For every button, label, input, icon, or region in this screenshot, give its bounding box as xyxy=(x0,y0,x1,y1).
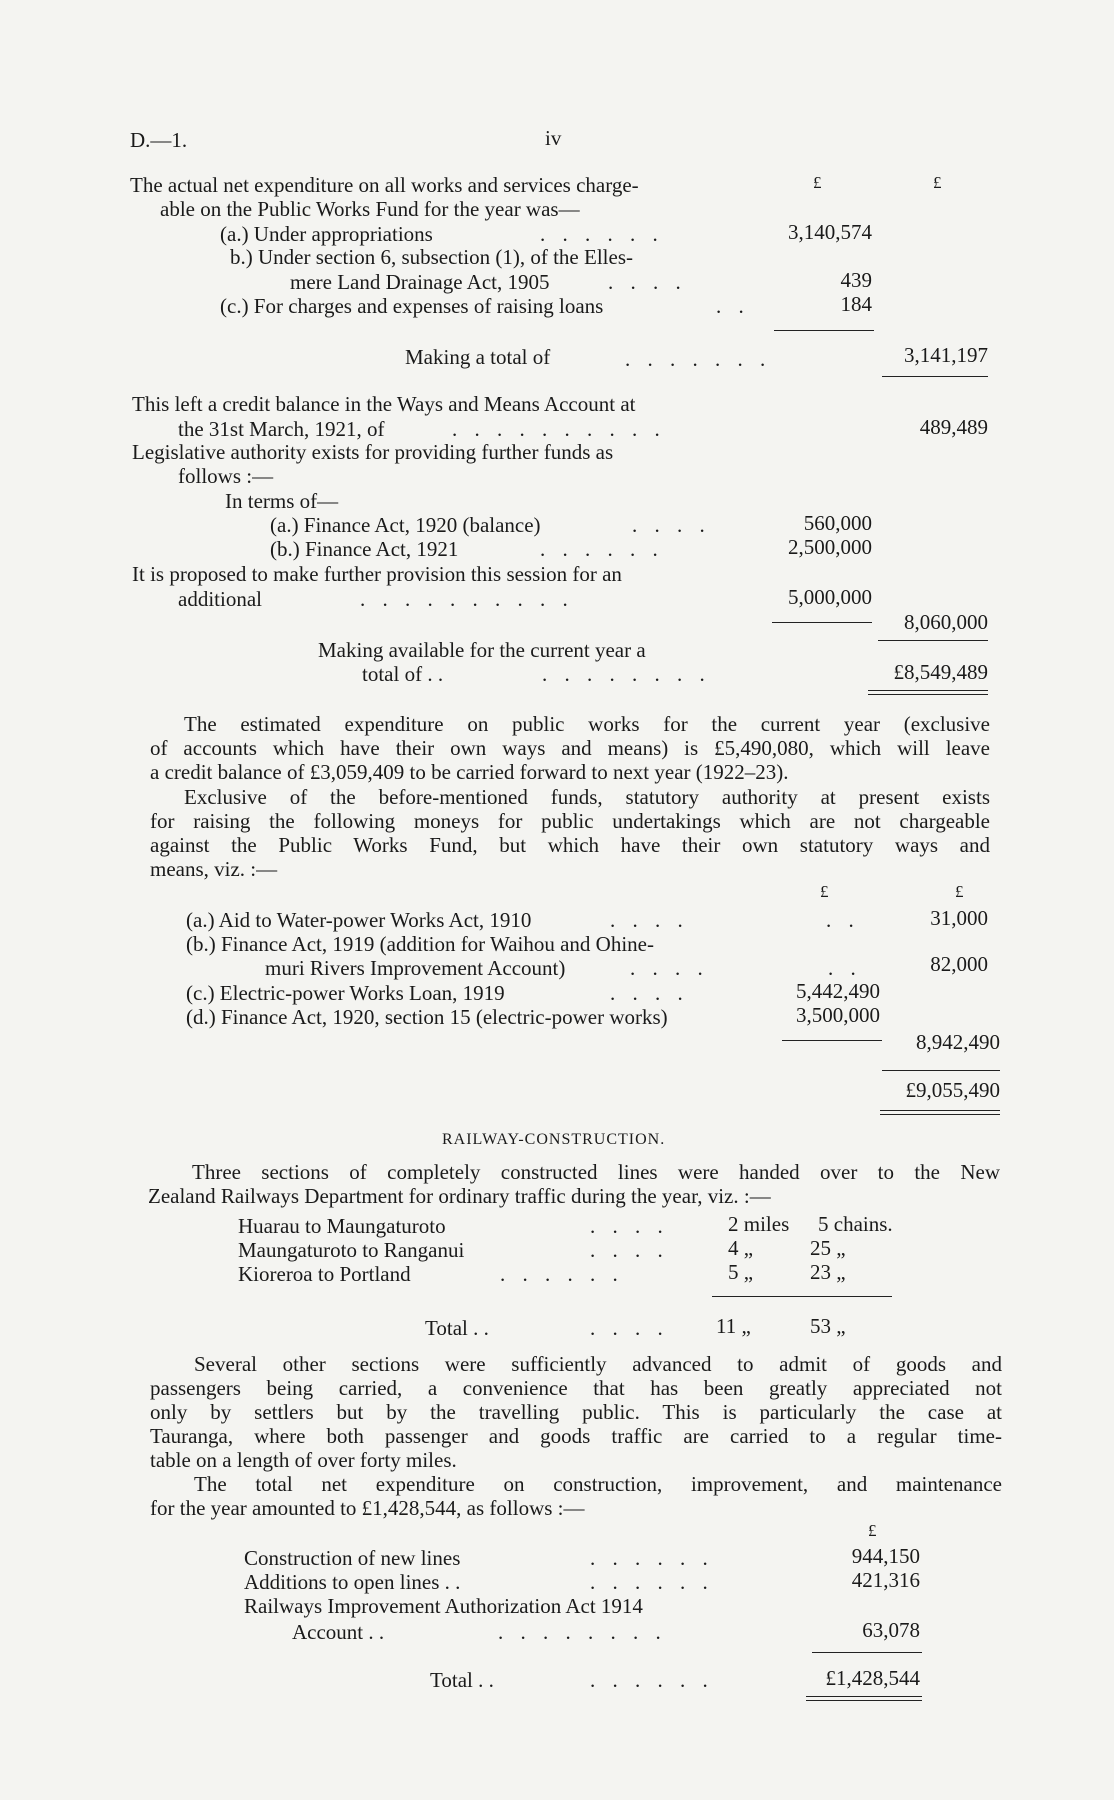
fund-total: £9,055,490 xyxy=(905,1078,1000,1102)
expense-item-label: Railways Improvement Authorization Act 1914 xyxy=(244,1594,643,1618)
expenditure-total-value: 3,141,197 xyxy=(904,343,988,367)
fund-item-label: (d.) Finance Act, 1920, section 15 (electric-power works) xyxy=(186,1005,668,1029)
expenditure-item-label: mere Land Drainage Act, 1905 xyxy=(290,270,550,294)
currency-header-col2: £ xyxy=(933,173,942,192)
proposed-provision-line2: additional xyxy=(178,587,262,611)
leader-dots: . . . . . . . . xyxy=(498,1620,667,1644)
leader-dots: . . . . . . xyxy=(590,1570,714,1594)
proposed-provision-value: 5,000,000 xyxy=(788,585,872,609)
expenditure-item-label: (a.) Under appropriations xyxy=(220,222,433,246)
paragraph-line: Tauranga, where both passenger and goods traffic are carried to a regular time- xyxy=(150,1424,1002,1448)
expense-item-value: 421,316 xyxy=(851,1568,920,1592)
currency-header: £ xyxy=(868,1521,877,1540)
sections-total-chains: 53 „ xyxy=(810,1314,846,1338)
leader-dots: . . . . xyxy=(610,908,689,932)
leader-dots: . . . . . . xyxy=(540,537,664,561)
line-section-miles: 2 miles xyxy=(728,1212,790,1236)
legislative-authority-line1: Legislative authority exists for providing further funds as xyxy=(132,440,614,464)
currency-header-col2: £ xyxy=(955,882,964,901)
fund-item-label: muri Rivers Improvement Account) xyxy=(265,956,566,980)
paragraph-line: passengers being carried, a convenience that has been greatly appreciated not xyxy=(150,1376,1002,1400)
act-item-value: 560,000 xyxy=(803,511,872,535)
expenditure-item-label: (c.) For charges and expenses of raising loans xyxy=(220,294,604,318)
total-rule xyxy=(882,376,988,377)
paragraph-line: Three sections of completely constructed lines were handed over to the New xyxy=(192,1160,1000,1184)
ways-means-subtotal: 8,060,000 xyxy=(904,610,988,634)
fund-item-value2: 31,000 xyxy=(930,906,988,930)
document-reference: D.—1. xyxy=(130,128,188,152)
leader-dots: . . . . . . xyxy=(590,1546,714,1570)
paragraph-line: only by settlers but by the travelling public. This is particularly the case at xyxy=(150,1400,1002,1424)
expenditure-total-label: Making a total of xyxy=(405,345,551,369)
leader-dots: . . . . . . xyxy=(540,222,664,246)
grand-total-value: £1,428,544 xyxy=(825,1666,920,1690)
line-section-chains: 23 „ xyxy=(810,1260,846,1284)
legislative-authority-line2: follows :— xyxy=(178,464,274,488)
subtotal-rule xyxy=(812,1652,922,1653)
line-section-miles: 5 „ xyxy=(728,1260,754,1284)
expense-item-label: Additions to open lines . . xyxy=(244,1570,461,1594)
leader-dots: . . . . xyxy=(610,981,689,1005)
line-section-name: Kioreroa to Portland xyxy=(238,1262,411,1286)
sections-total-miles: 11 „ xyxy=(716,1314,751,1338)
fund-item-value2: 82,000 xyxy=(930,952,988,976)
paragraph-line: of accounts which have their own ways and means) is £5,490,080, which will leave xyxy=(150,736,990,760)
in-terms-of: In terms of— xyxy=(225,489,339,513)
paragraph-line: for the year amounted to £1,428,544, as follows :— xyxy=(150,1496,585,1520)
sections-total-label: Total . . xyxy=(425,1316,489,1340)
leader-dots: . . . . xyxy=(608,270,687,294)
page-number: iv xyxy=(545,126,562,150)
fund-item-value1: . . xyxy=(826,908,860,932)
expense-item-value: 944,150 xyxy=(851,1544,920,1568)
leader-dots: . . . . . . . . xyxy=(542,662,711,686)
subtotal-rule xyxy=(774,330,874,331)
available-line2: total of . . xyxy=(362,662,444,686)
expense-item-value: 63,078 xyxy=(862,1618,920,1642)
currency-header-col1: £ xyxy=(813,173,822,192)
paragraph-line: The estimated expenditure on public works for the current year (exclusive xyxy=(184,712,990,736)
subtotal-rule xyxy=(772,622,872,623)
line-section-miles: 4 „ xyxy=(728,1236,754,1260)
expenditure-item-value: 184 xyxy=(840,292,872,316)
fund-item-label: (b.) Finance Act, 1919 (addition for Waihou and Ohine- xyxy=(186,932,654,956)
expenditure-intro-line1: The actual net expenditure on all works and services charge- xyxy=(130,173,639,197)
credit-balance-line2: the 31st March, 1921, of xyxy=(178,417,385,441)
leader-dots: . . . . . . . xyxy=(625,347,772,371)
leader-dots: . . . . xyxy=(590,1316,669,1340)
section-heading: RAILWAY-CONSTRUCTION. xyxy=(442,1131,666,1148)
line-section-chains: 5 chains. xyxy=(818,1212,893,1236)
expense-item-label: Construction of new lines xyxy=(244,1546,461,1570)
fund-item-label: (c.) Electric-power Works Loan, 1919 xyxy=(186,981,505,1005)
paragraph-line: The total net expenditure on construction, improvement, and maintenance xyxy=(194,1472,1002,1496)
leader-dots: . . . . . . . . . . xyxy=(452,417,666,441)
total-double-rule xyxy=(806,1696,922,1701)
paragraph-line: for raising the following moneys for public undertakings which are not chargeable xyxy=(150,809,990,833)
fund-subtotal: 8,942,490 xyxy=(916,1030,1000,1054)
fund-item-value1: 3,500,000 xyxy=(796,1003,880,1027)
total-double-rule xyxy=(868,690,988,695)
paragraph-line: Several other sections were sufficiently advanced to admit of goods and xyxy=(194,1352,1002,1376)
paragraph-line: table on a length of over forty miles. xyxy=(150,1448,457,1472)
leader-dots: . . . . . . . . . . xyxy=(360,587,574,611)
line-section-name: Maungaturoto to Ranganui xyxy=(238,1238,465,1262)
paragraph-line: against the Public Works Fund, but which have their own statutory ways and xyxy=(150,833,990,857)
leader-dots: . . . . . . xyxy=(500,1262,624,1286)
expenditure-item-value: 439 xyxy=(840,268,872,292)
paragraph-line: Zealand Railways Department for ordinary traffic during the year, viz. :— xyxy=(148,1184,771,1208)
act-item-value: 2,500,000 xyxy=(788,535,872,559)
expenditure-item-value: 3,140,574 xyxy=(788,220,872,244)
expense-item-label: Account . . xyxy=(292,1620,385,1644)
fund-item-label: (a.) Aid to Water-power Works Act, 1910 xyxy=(186,908,532,932)
leader-dots: . . . . xyxy=(590,1214,669,1238)
paragraph-line: means, viz. :— xyxy=(150,857,278,881)
line-section-chains: 25 „ xyxy=(810,1236,846,1260)
leader-dots: . . . . xyxy=(590,1238,669,1262)
leader-dots: . . xyxy=(716,294,750,318)
expenditure-intro-line2: able on the Public Works Fund for the year was— xyxy=(160,197,580,221)
available-line1: Making available for the current year a xyxy=(318,638,646,662)
available-total-value: £8,549,489 xyxy=(893,660,988,684)
currency-header-col1: £ xyxy=(820,882,829,901)
total-double-rule xyxy=(880,1110,1000,1115)
grand-total-label: Total . . xyxy=(430,1668,494,1692)
line-section-name: Huarau to Maungaturoto xyxy=(238,1214,446,1238)
proposed-provision-line1: It is proposed to make further provision this session for an xyxy=(132,562,622,586)
expenditure-item-label: b.) Under section 6, subsection (1), of the Elles- xyxy=(230,245,633,269)
act-item-label: (b.) Finance Act, 1921 xyxy=(270,537,459,561)
fund-item-value1: 5,442,490 xyxy=(796,979,880,1003)
leader-dots: . . . . . . xyxy=(590,1668,714,1692)
subtotal-rule xyxy=(882,1070,1000,1071)
paragraph-line: Exclusive of the before-mentioned funds, statutory authority at present exists xyxy=(184,785,990,809)
leader-dots: . . . . xyxy=(630,956,709,980)
credit-balance-line1: This left a credit balance in the Ways and Means Account at xyxy=(132,392,636,416)
act-item-label: (a.) Finance Act, 1920 (balance) xyxy=(270,513,541,537)
leader-dots: . . . . xyxy=(632,513,711,537)
credit-balance-value: 489,489 xyxy=(919,415,988,439)
subtotal-rule xyxy=(712,1296,892,1297)
subtotal-rule xyxy=(878,640,988,641)
fund-item-value1: . . xyxy=(828,956,862,980)
paragraph-line: a credit balance of £3,059,409 to be carried forward to next year (1922–23). xyxy=(150,760,789,784)
